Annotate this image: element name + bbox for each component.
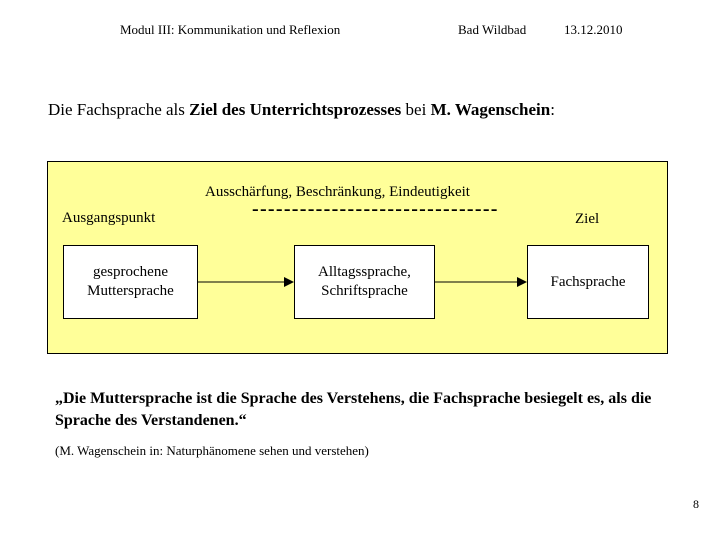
box-middle: Alltagssprache, Schriftsprache xyxy=(294,245,435,319)
page-number: 8 xyxy=(693,497,699,511)
headline-text-2: bei xyxy=(401,100,431,119)
headline-bold-2: M. Wagenschein xyxy=(430,100,551,119)
headline-text-3: : xyxy=(550,100,555,119)
header-module: Modul III: Kommunikation und Reflexion xyxy=(120,22,341,37)
headline-bold-1: Ziel des Unterrichtsprozesses xyxy=(189,100,402,119)
box-goal: Fachsprache xyxy=(527,245,649,319)
quote-text: „Die Muttersprache ist die Sprache des Verstehens, die Fachsprache besiegelt es, als die Sprache des Verstandenen.“ xyxy=(55,390,652,429)
start-label: Ausgangspunkt xyxy=(62,210,156,226)
arrows xyxy=(48,162,669,355)
header-place: Bad Wildbad xyxy=(458,22,527,37)
slide-headline xyxy=(48,100,555,120)
headline-text-1: Die Fachsprache als xyxy=(48,100,190,119)
box-start: gesprochene Muttersprache xyxy=(63,245,198,319)
process-diagram xyxy=(47,161,668,354)
header-date: 13.12.2010 xyxy=(564,22,623,37)
dashed-line: ------------------------------- xyxy=(252,198,499,220)
goal-label: Ziel xyxy=(575,211,600,227)
quote-source: (M. Wagenschein in: Naturphänomene sehen und verstehen) xyxy=(55,443,369,458)
process-label: Ausschärfung, Beschränkung, Eindeutigkeit xyxy=(205,184,470,200)
